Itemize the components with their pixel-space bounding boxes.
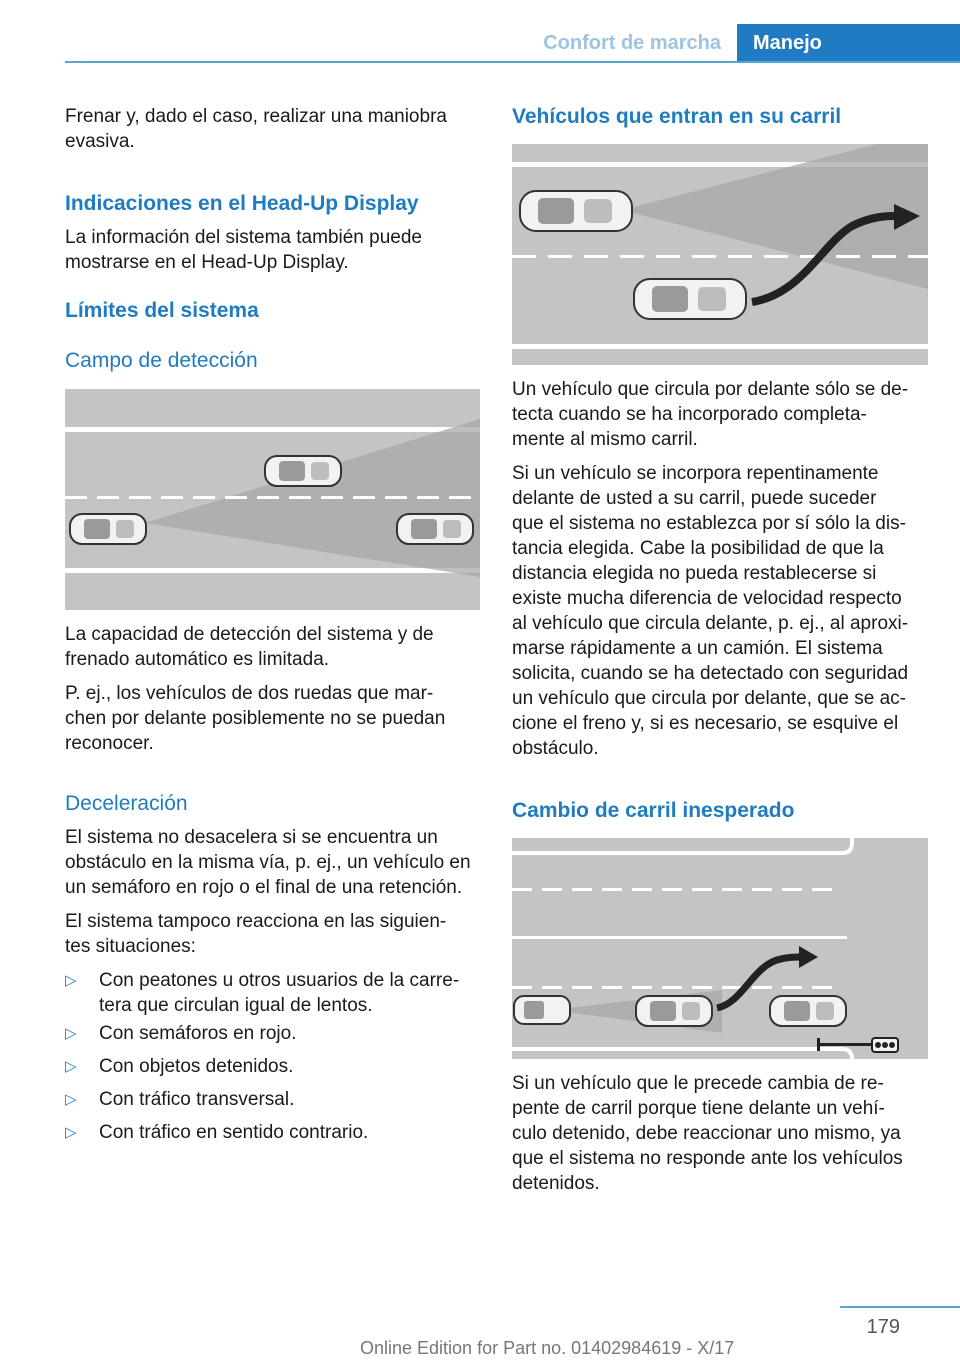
lane-change-illustration <box>512 838 928 1059</box>
detection-p2-line-2: chen por delante posiblemente no se puedan <box>65 708 446 729</box>
bullet-triangle-icon: ▷ <box>65 1058 77 1075</box>
merge-p1: Un vehículo que circula por delante sólo se de‐ tecta cuando se ha incorporado completa‐ mente al mismo carril. <box>512 379 909 450</box>
detection-p2-line-3: reconocer. <box>65 733 154 754</box>
merging-vehicle-illustration <box>512 144 928 365</box>
detection-heading: Campo de detección <box>65 349 258 372</box>
bullet-triangle-icon: ▷ <box>65 972 77 989</box>
section-tab[interactable]: Confort de marcha <box>543 32 721 54</box>
decel-p1-line-2: obstáculo en la misma vía, p. ej., un vehículo en <box>65 852 471 873</box>
own-car-icon <box>70 514 146 544</box>
page-number: 179 <box>866 1316 900 1338</box>
chapter-tab[interactable]: Manejo <box>737 24 960 62</box>
intro-text: Frenar y, dado el caso, realizar una maniobra evasiva. <box>65 106 447 152</box>
bullet-triangle-icon: ▷ <box>65 1091 77 1108</box>
detection-p1-line-1: La capacidad de detección del sistema y de <box>65 624 434 645</box>
decel-heading: Deceleración <box>65 792 188 815</box>
detection-p1-line-2: frenado automático es limitada. <box>65 649 330 670</box>
merging-car-icon <box>634 279 746 319</box>
lane-change-p: Si un vehículo que le precede cambia de re‐ pente de carril porque tiene delante un vehí‐ culo detenido, debe reaccionar uno mismo, ya que el sistema no responde ante los vehículos detenidos. <box>512 1073 903 1194</box>
car-same-lane-icon <box>397 514 473 544</box>
own-car-icon <box>514 996 570 1024</box>
merge-heading: Vehículos que entran en su carril <box>512 105 842 128</box>
hud-text-line-1: La información del sistema también puede <box>65 227 422 248</box>
detection-p2-line-1: P. ej., los vehículos de dos ruedas que mar‐ <box>65 683 434 704</box>
header-divider <box>65 61 960 63</box>
hud-text-line-2: mostrarse en el Head-Up Display. <box>65 252 349 273</box>
changing-car-icon <box>636 996 712 1026</box>
decel-p2-line-1: El sistema tampoco reacciona en las siguien‐ <box>65 911 447 932</box>
merge-p2: Si un vehículo se incorpora repentinamente delante de usted a su carril, puede suceder que el sistema no establezca por sí sólo la dis‐ tancia elegida. Cabe la posibilidad de que la distancia elegida no pueda restablecerse si existe mucha diferencia de velocidad respecto al vehículo que circula delante, p. ej., al aproxi‐ marse rápidamente a un camión. El sistema solicita, cuando se ha detectado con seguridad un vehículo que circula por delante, que se ac‐ cione el freno y, si es necesario, se esquive el obstáculo. <box>512 463 909 759</box>
detection-field-illustration <box>65 389 480 610</box>
own-car-icon <box>520 191 632 231</box>
car-ahead-icon <box>265 456 341 486</box>
bullet-triangle-icon: ▷ <box>65 1124 77 1141</box>
decel-p1-line-3: un semáforo en rojo o el final de una retención. <box>65 877 463 898</box>
lane-change-heading: Cambio de carril inesperado <box>512 799 795 822</box>
footer-divider <box>840 1306 960 1308</box>
limits-heading: Límites del sistema <box>65 299 259 322</box>
bullet-triangle-icon: ▷ <box>65 1025 77 1042</box>
edition-note: Online Edition for Part no. 01402984619 - X/17 <box>360 1338 735 1358</box>
decel-p2-line-2: tes situaciones: <box>65 936 196 957</box>
hud-heading: Indicaciones en el Head-Up Display <box>65 192 419 215</box>
decel-p1-line-1: El sistema no desacelera si se encuentra un <box>65 827 438 848</box>
stopped-car-icon <box>770 996 846 1026</box>
